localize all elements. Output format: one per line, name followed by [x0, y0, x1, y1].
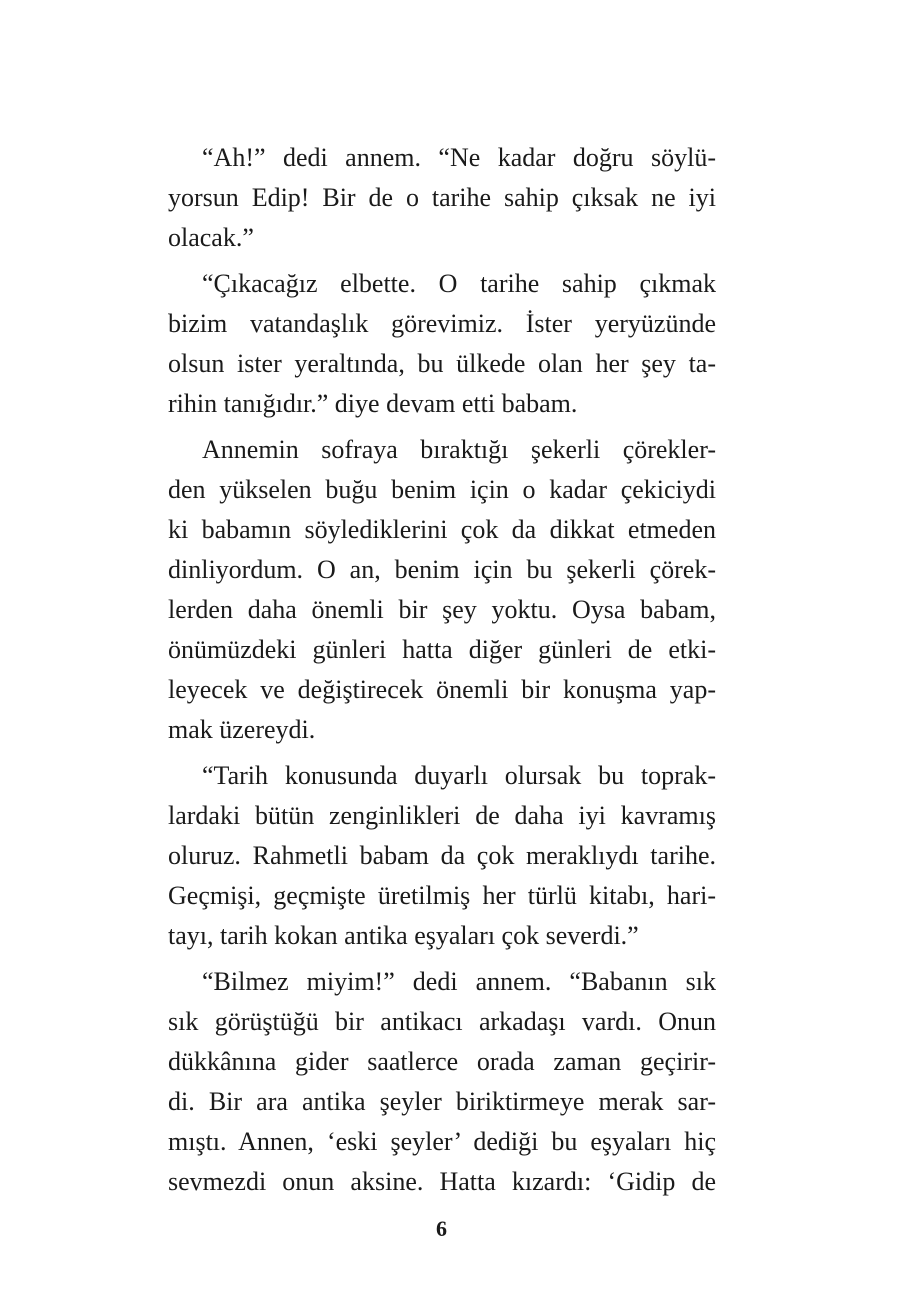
text-line: mıştı. Annen, ‘eski şeyler’ dediği bu eşyaları hiç — [168, 1127, 716, 1156]
text-line: “Bilmez miyim!” dedi annem. “Babanın sık — [202, 967, 716, 996]
text-line: “Tarih konusunda duyarlı olursak bu toprak- — [202, 761, 716, 790]
text-line: den yükselen buğu benim için o kadar çekiciydi — [168, 475, 716, 504]
text-line: olacak.” — [168, 223, 254, 252]
text-line: “Ah!” dedi annem. “Ne kadar doğru söylü- — [202, 143, 716, 172]
text-line: ki babamın söylediklerini çok da dikkat etmeden — [168, 515, 716, 544]
paragraph-5 — [168, 962, 716, 1202]
text-line: oluruz. Rahmetli babam da çok meraklıydı tarihe. — [168, 841, 716, 870]
text-line: sevmezdi onun aksine. Hatta kızardı: ‘Gidip de — [168, 1167, 716, 1196]
body-text — [168, 138, 716, 1208]
text-line: olsun ister yeraltında, bu ülkede olan her şey ta- — [168, 349, 716, 378]
text-line: Annemin sofraya bıraktığı şekerli çörekler- — [202, 435, 716, 464]
text-line: önümüzdeki günleri hatta diğer günleri de etki- — [168, 635, 716, 664]
text-line: di. Bir ara antika şeyler biriktirmeye merak sar- — [168, 1087, 716, 1116]
page-number: 6 — [436, 1216, 447, 1241]
text-line: bizim vatandaşlık görevimiz. İster yeryüzünde — [168, 309, 716, 338]
paragraph-1 — [168, 138, 716, 258]
text-line: “Çıkacağız elbette. O tarihe sahip çıkmak — [202, 269, 716, 298]
text-line: yorsun Edip! Bir de o tarihe sahip çıksak ne iyi — [168, 183, 716, 212]
text-line: dinliyordum. O an, benim için bu şekerli çörek- — [168, 555, 716, 584]
text-line: tayı, tarih kokan antika eşyaları çok severdi.” — [168, 921, 639, 950]
paragraph-4 — [168, 756, 716, 956]
text-line: rihin tanığıdır.” diye devam etti babam. — [168, 389, 578, 418]
text-line: dükkânına gider saatlerce orada zaman geçirir- — [168, 1047, 716, 1076]
paragraph-2 — [168, 264, 716, 424]
text-line: leyecek ve değiştirecek önemli bir konuşma yap- — [168, 675, 716, 704]
text-line: lardaki bütün zenginlikleri de daha iyi kavramış — [168, 801, 716, 830]
paragraph-3 — [168, 430, 716, 750]
text-line: Geçmişi, geçmişte üretilmiş her türlü kitabı, hari- — [168, 881, 716, 910]
text-line: lerden daha önemli bir şey yoktu. Oysa babam, — [168, 595, 716, 624]
text-line: mak üzereydi. — [168, 715, 316, 744]
text-line: sık görüştüğü bir antikacı arkadaşı vardı. Onun — [168, 1007, 716, 1036]
